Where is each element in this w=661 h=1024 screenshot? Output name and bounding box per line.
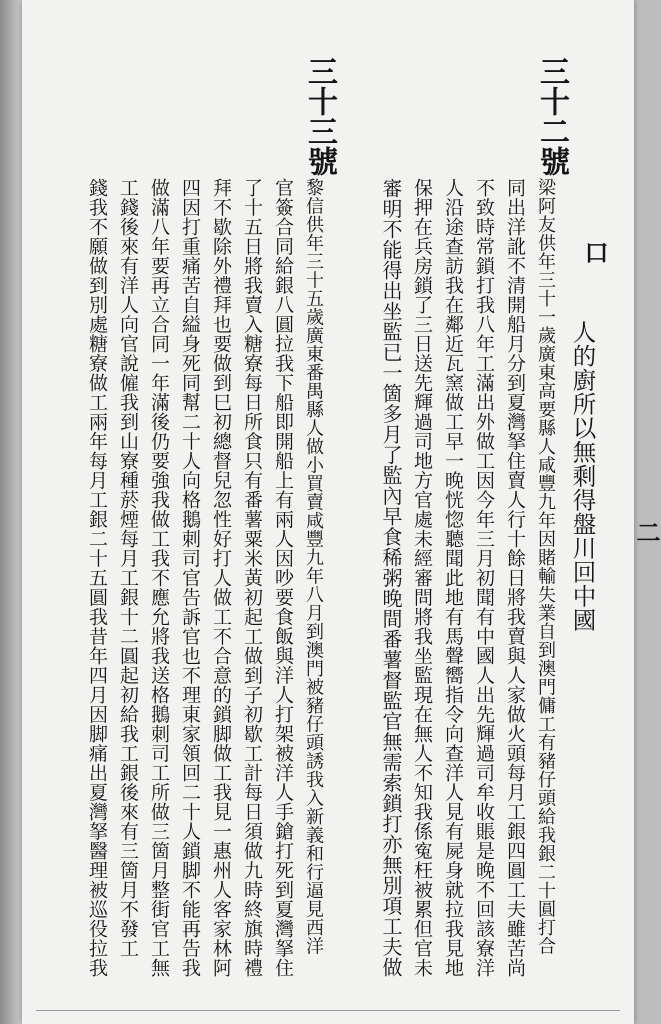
text-column: 拜不歇除外禮拜也要做到巳初總督兒忽性好打人做工不合意的鎖脚做工我見一惠州人客家林阿	[210, 178, 232, 978]
text-column: 審明不能得出坐監已一箇多月了監內早食稀粥晚間番薯督監官無需索鎖打亦無別項工夫做	[379, 178, 403, 978]
text-column: 官簽合同給銀八圓拉我下船即開船上有兩人因吵要食飯與洋人打架被洋人手鎗打死到夏灣拏住	[272, 178, 294, 978]
document-page	[22, 0, 661, 1024]
text-column: 做滿八年要再立合同一年滿後仍要強我做工我不應允將我送格鵝刺司工所做三箇月整街官工無	[148, 178, 170, 978]
text-column: 了十五日將我賣入糖寮每日所食只有番薯粟米黃初起工做到子初歇工計每日須做九時終旗時禮	[241, 178, 263, 978]
text-column: 人的廚所以無剩得盤川回中國	[568, 320, 597, 632]
text-column: 不致時常鎖打我八年工滿出外做工因今年三月初聞有中國人出先輝過司牟收賬是晚不回該寮洋	[473, 178, 495, 978]
entry-heading-32: 三十二號	[534, 56, 569, 176]
text-column: 錢我不願做到別處糖寮做工兩年每月工銀二十五圓我昔年四月因脚痛出夏灣拏醫理被巡役拉我	[86, 178, 108, 978]
text-column: 人沿途查訪我在鄰近瓦窯做工早一晚恍惚聽聞此地有馬聲嚮指令向查洋人見有屍身就拉我見地	[442, 178, 464, 978]
running-head: 口	[580, 240, 609, 264]
book-spine-shadow	[0, 0, 22, 1024]
page-number: 二	[632, 520, 661, 544]
entry-heading-33: 三十三號	[302, 56, 337, 176]
text-column: 工錢後來有洋人向官說僱我到山寮種菸煙每月工銀十二圓起初給我工銀後來有三箇月不發工	[117, 178, 139, 958]
text-column: 梁阿友供年三十一歲廣東高要縣人咸豐九年因賭輸失業自到澳門傭工有豬仔頭給我銀二十圓打合	[535, 178, 556, 955]
text-column: 四因打重痛苦自縊身死同幫二十人向格鵝刺司官告訴官也不理東家領回二十人鎖脚不能再告我	[179, 178, 201, 978]
page-bottom-edge	[36, 1010, 620, 1011]
text-column: 保押在兵房鎖了三日送先輝過司地方官處未經審問將我坐監現在無人不知我係寃枉被累但官未	[411, 178, 433, 978]
text-column: 同出洋訛不清開船月分到夏灣拏住賣人行十餘日將我賣與人家做火頭每月工銀四圓工夫雖苦尚	[504, 178, 526, 978]
text-column: 黎信供年三十五歲廣東番禺縣人做小買賣咸豐九年八月到澳門被豬仔頭誘我入新義和行逼見西洋	[303, 178, 324, 955]
